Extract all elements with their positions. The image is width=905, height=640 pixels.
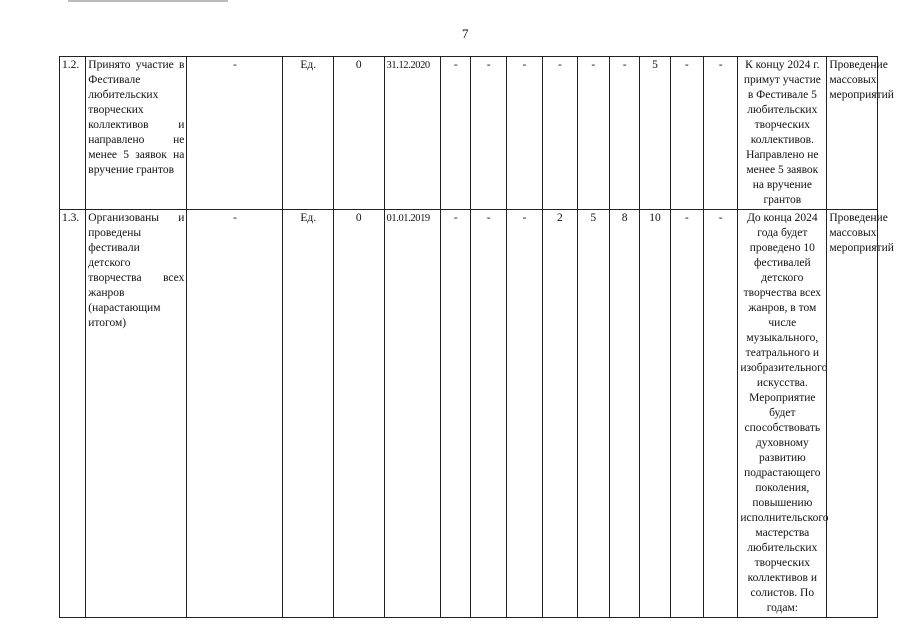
year-value-cell: - <box>577 57 609 210</box>
description-cell: К концу 2024 г. примут участие в Фестивале 5 любительских творческих коллективов. Направлено не менее 5 заявок на вручение грантов <box>738 57 827 210</box>
year-value-cell: - <box>670 57 703 210</box>
year-value-cell: - <box>471 57 506 210</box>
row-number: 1.3. <box>60 210 86 618</box>
year-value-cell: - <box>609 57 639 210</box>
base-value-cell: 0 <box>333 57 384 210</box>
event-type-cell: Проведение массовых мероприятий <box>827 210 878 618</box>
year-value-cell: - <box>703 57 737 210</box>
page-number: 7 <box>462 26 469 41</box>
row-number: 1.2. <box>60 57 86 210</box>
scan-artifact <box>68 0 228 2</box>
col3-value: - <box>187 57 283 210</box>
base-value-cell: 0 <box>333 210 384 618</box>
result-name: Принято участие в Фестивале любительских творческих коллективов и направлено не менее 5 заявок на вручение грантов <box>86 57 187 210</box>
col3-value: - <box>187 210 283 618</box>
year-value-cell: - <box>441 57 471 210</box>
table-row <box>60 57 878 210</box>
unit-cell: Ед. <box>283 57 334 210</box>
description-cell: До конца 2024 года будет проведено 10 фестивалей детского творчества всех жанров, в том числе музыкального, театрального и изобразительного искусства. Мероприятие будет способствовать духовному развитию подрастающего поколения, повышению исполнительского мастерства любительских творческих коллективов и солистов. По годам: <box>738 210 827 618</box>
base-date-cell: 31.12.2020 <box>384 57 441 210</box>
unit-cell: Ед. <box>283 210 334 618</box>
table-row <box>60 210 878 618</box>
year-value-cell: - <box>471 210 506 618</box>
year-value-cell: 8 <box>609 210 639 618</box>
year-value-cell: - <box>506 57 542 210</box>
year-value-cell: - <box>543 57 577 210</box>
year-value-cell: 5 <box>640 57 670 210</box>
year-value-cell: - <box>506 210 542 618</box>
event-type-cell: Проведение массовых мероприятий <box>827 57 878 210</box>
year-value-cell: - <box>670 210 703 618</box>
year-value-cell: 2 <box>543 210 577 618</box>
result-name: Организованы и проведены фестивали детского творчества всех жанров (нарастающим итогом) <box>86 210 187 618</box>
year-value-cell: - <box>703 210 737 618</box>
year-value-cell: 5 <box>577 210 609 618</box>
base-date-cell: 01.01.2019 <box>384 210 441 618</box>
results-table <box>59 56 894 618</box>
year-value-cell: - <box>441 210 471 618</box>
year-value-cell: 10 <box>640 210 670 618</box>
